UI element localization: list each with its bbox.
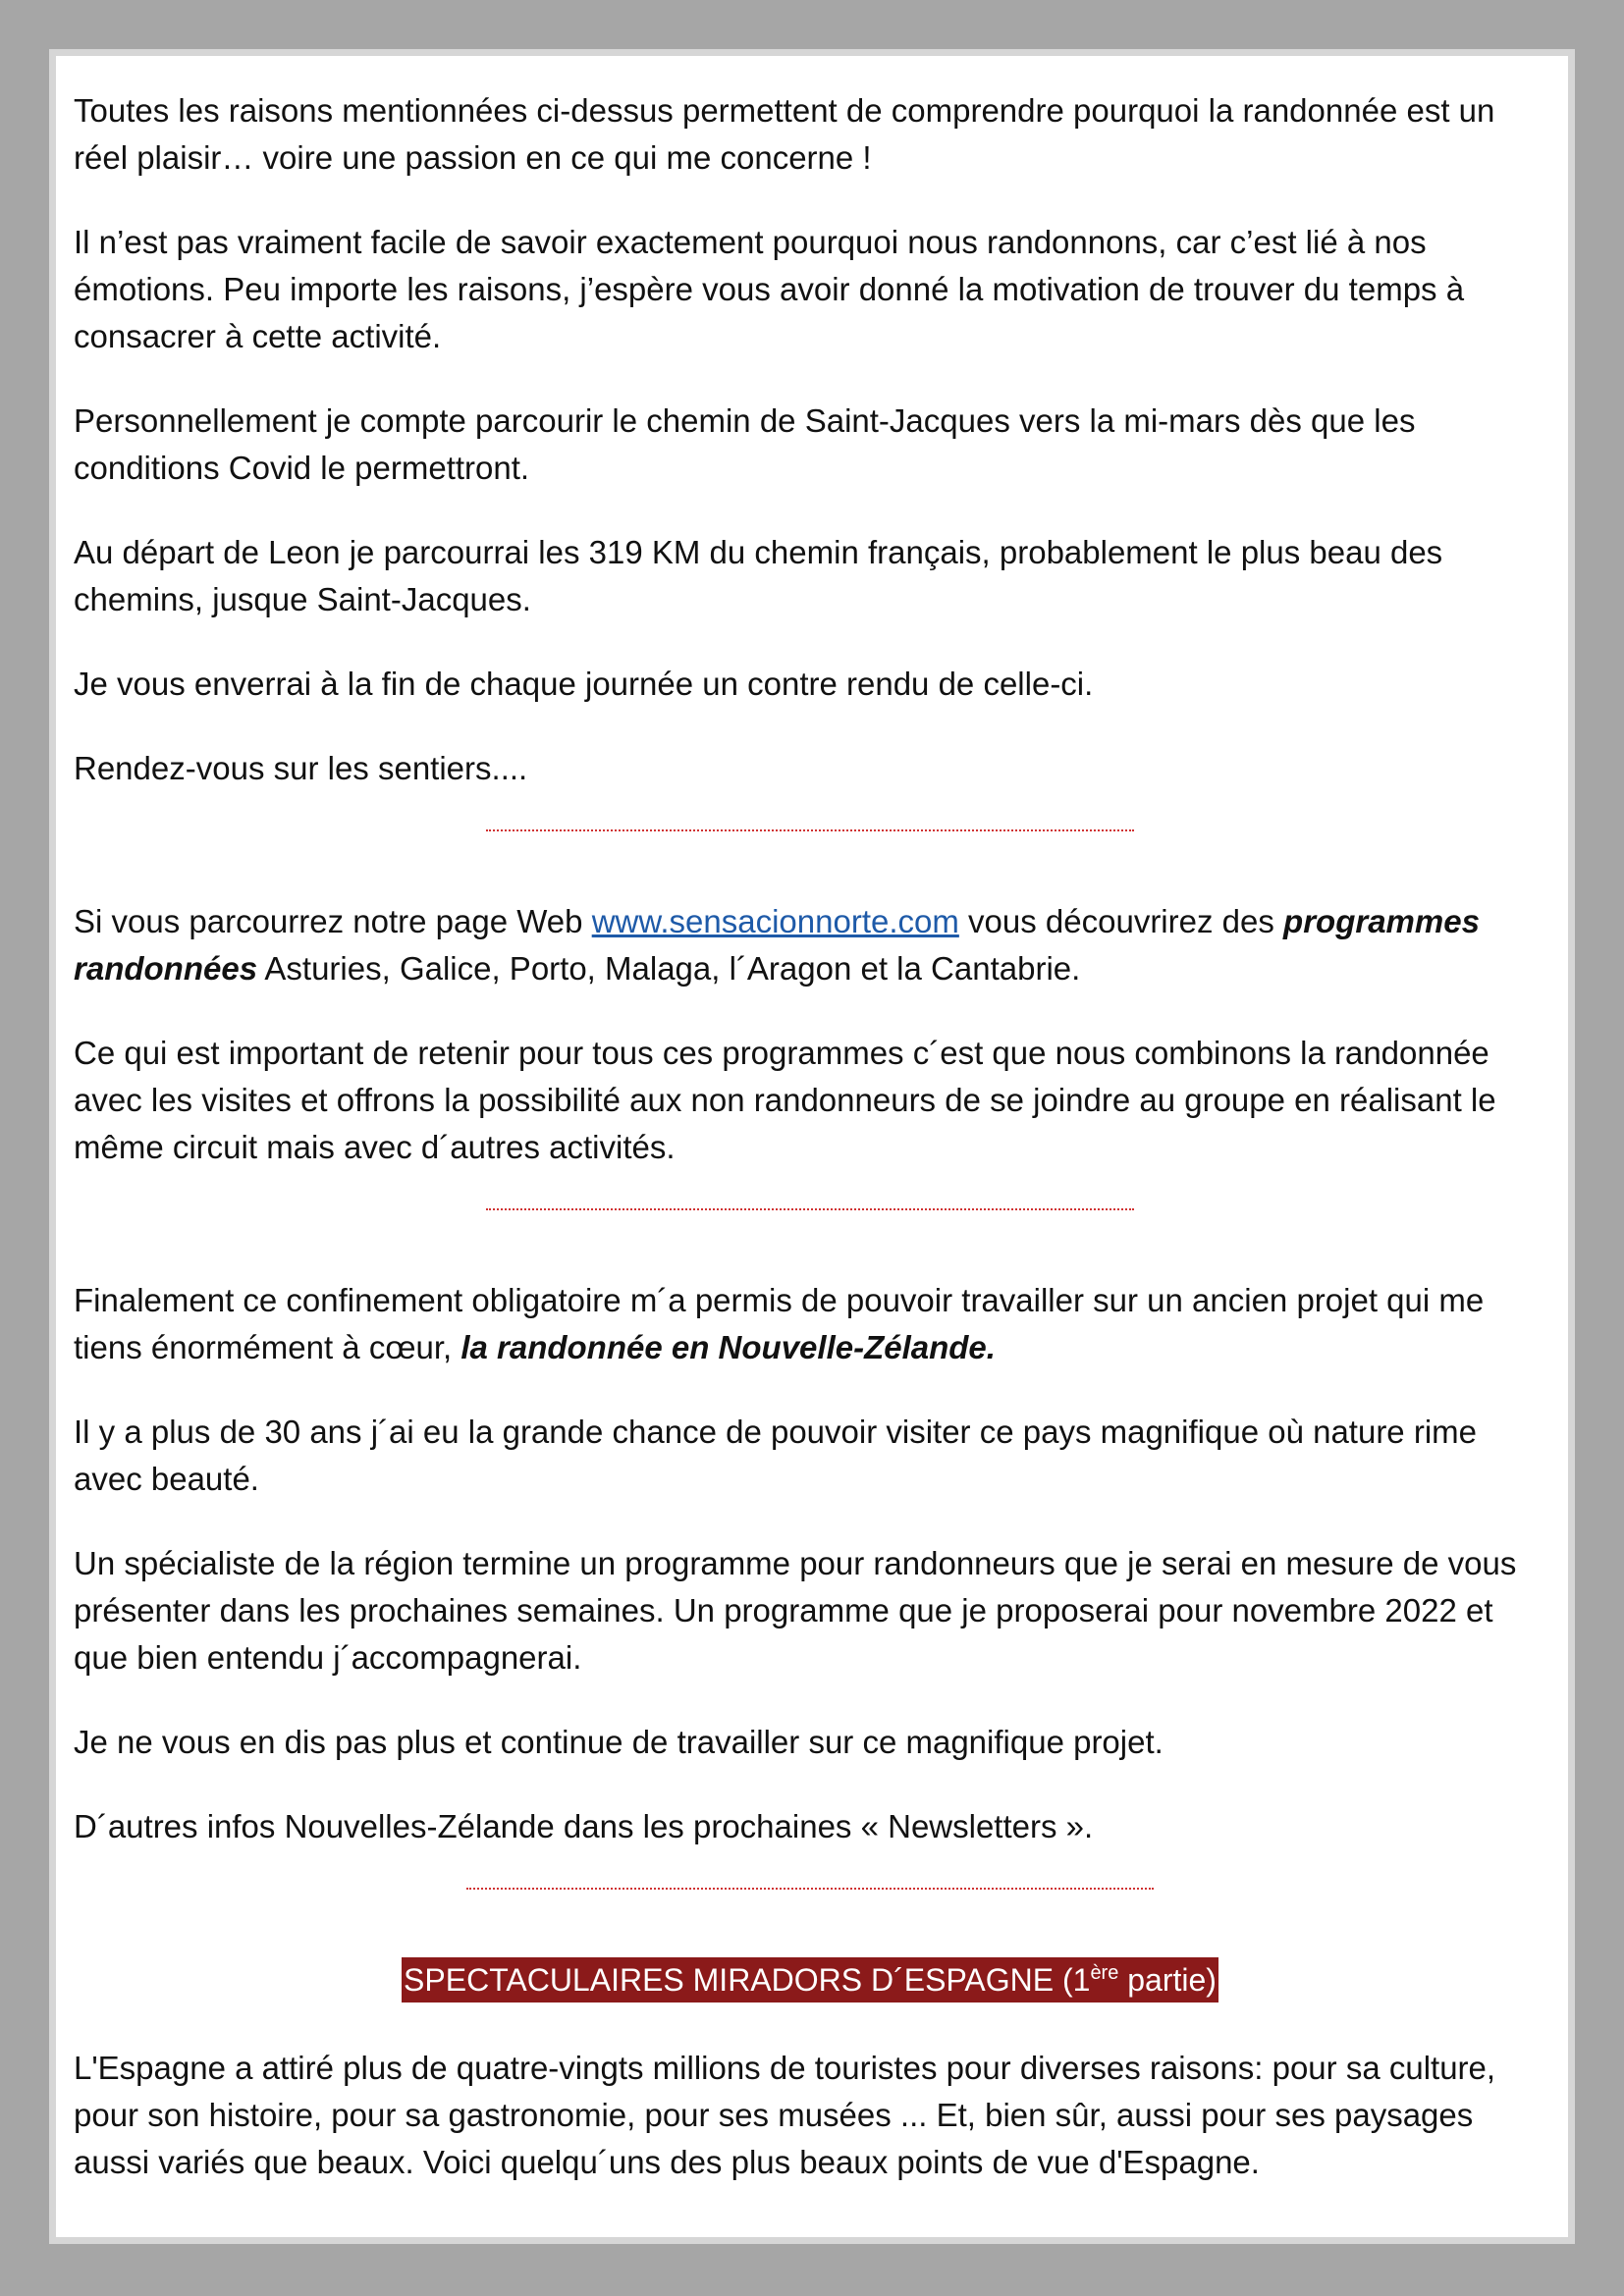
paragraph-programmes: Ce qui est important de retenir pour tous ces programmes c´est que nous combinons la randonnée avec les visites et offrons la possibilité aux non randonneurs de se joindre au groupe en réalisant le même circuit mais avec d´autres activités.: [74, 1035, 1496, 1165]
heading-end: partie): [1118, 1962, 1217, 1998]
website-link[interactable]: www.sensacionnorte.com: [591, 903, 959, 939]
confinement-text: Finalement ce confinement obligatoire m´a permis de pouvoir travailler sur un ancien projet qui me tiens énormément à cœur,: [74, 1282, 1485, 1365]
nouvelle-zelande-emphasis: la randonnée en Nouvelle-Zélande.: [460, 1329, 996, 1365]
website-text-end: Asturies, Galice, Porto, Malaga, l´Aragon et la Cantabrie.: [257, 950, 1081, 987]
programmes-emphasis: programmes randonnées: [74, 903, 1480, 987]
document-content: [74, 87, 1546, 2223]
website-text-after: vous découvrirez des: [958, 903, 1284, 939]
separator-1: [486, 829, 1134, 831]
separator-3: [466, 1888, 1154, 1890]
paragraph-leon: Au départ de Leon je parcourrai les 319 KM du chemin français, probablement le plus beau des chemins, jusque Saint-Jacques.: [74, 534, 1443, 617]
paragraph-confinement: [74, 1277, 1546, 1371]
paragraph-espagne: L'Espagne a attiré plus de quatre-vingts millions de touristes pour diverses raisons: pour sa culture, pour son histoire, pour sa gastronomie, pour ses musées ... Et, bien sûr, aussi pour ses paysages aussi variés que beaux. Voici quelqu´uns des plus beaux points de vue d'Espagne.: [74, 2050, 1496, 2180]
heading-superscript: ère: [1090, 1962, 1119, 1984]
website-text-before: Si vous parcourrez notre page Web: [74, 903, 592, 939]
document-page: [56, 56, 1568, 2237]
separator-2: [486, 1208, 1134, 1210]
paragraph-website: [74, 898, 1546, 992]
section-heading-wrap: [74, 1956, 1546, 2003]
paragraph-daily-report: Je vous enverrai à la fin de chaque journée un contre rendu de celle-ci.: [74, 666, 1094, 702]
paragraph-specialiste: Un spécialiste de la région termine un programme pour randonneurs que je serai en mesure de vous présenter dans les prochaines semaines. Un programme que je proposerai pour novembre 2022 et que bien entendu j´accompagnerai.: [74, 1545, 1517, 1676]
heading-main: SPECTACULAIRES MIRADORS D´ESPAGNE (1: [404, 1962, 1091, 1998]
paragraph-rendez-vous: Rendez-vous sur les sentiers....: [74, 750, 528, 786]
paragraph-30-ans: Il y a plus de 30 ans j´ai eu la grande chance de pouvoir visiter ce pays magnifique où nature rime avec beauté.: [74, 1414, 1477, 1497]
paragraph-emotions: Il n’est pas vraiment facile de savoir exactement pourquoi nous randonnons, car c’est lié à nos émotions. Peu importe les raisons, j’espère vous avoir donné la motivation de trouver du temps à consacrer à cette activité.: [74, 224, 1465, 354]
paragraph-newsletters: D´autres infos Nouvelles-Zélande dans les prochaines « Newsletters ».: [74, 1808, 1094, 1844]
paragraph-intro: Toutes les raisons mentionnées ci-dessus permettent de comprendre pourquoi la randonnée est un réel plaisir… voire une passion en ce qui me concerne !: [74, 92, 1495, 176]
paragraph-projet: Je ne vous en dis pas plus et continue de travailler sur ce magnifique projet.: [74, 1724, 1164, 1760]
section-heading: [402, 1957, 1218, 2002]
paragraph-saint-jacques: Personnellement je compte parcourir le chemin de Saint-Jacques vers la mi-mars dès que les conditions Covid le permettront.: [74, 402, 1416, 486]
